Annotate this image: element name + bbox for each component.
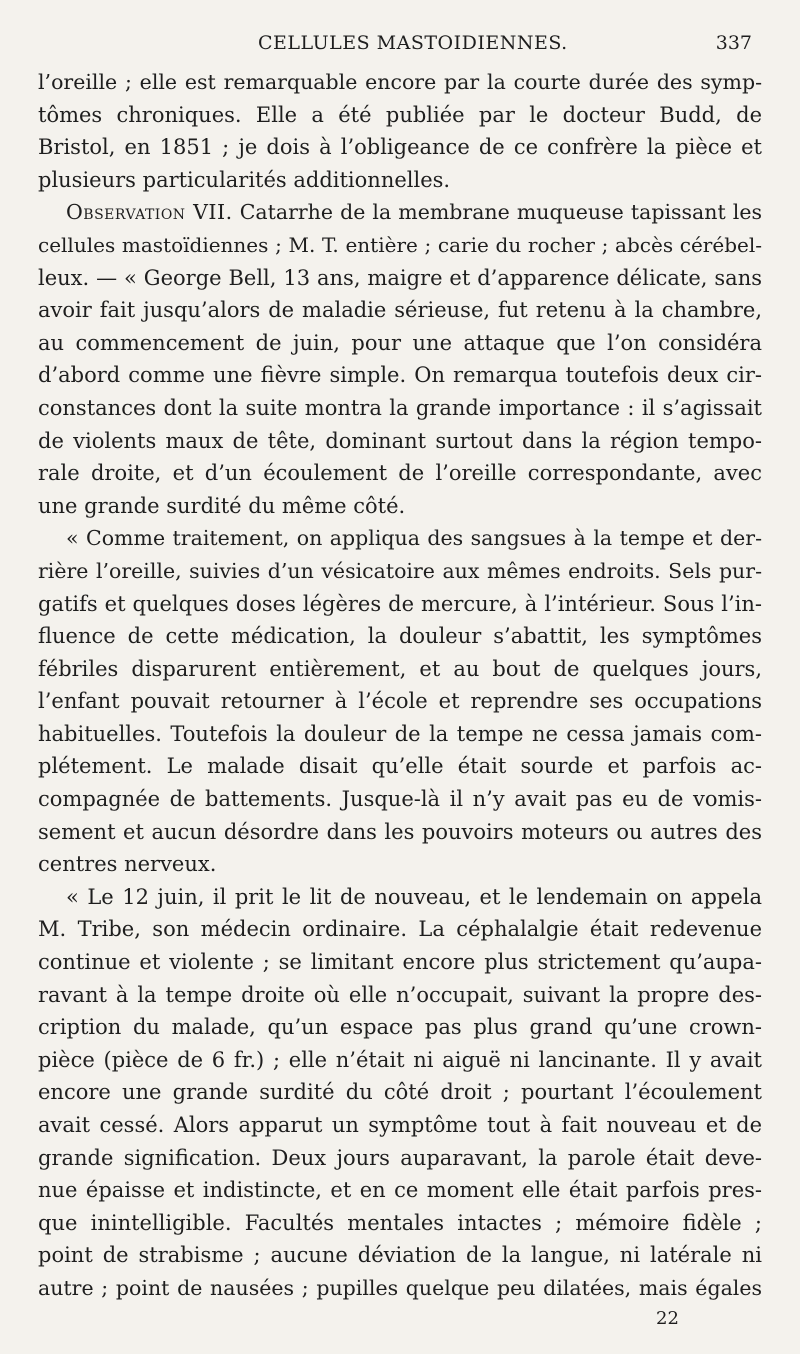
text-line: « Le 12 juin, il prit le lit de nouveau, et le lendemain on appela [66,884,762,909]
text-line: autre ; point de nausées ; pupilles quelque peu dilatées, mais égales [38,1275,762,1300]
paragraph-observation [38,196,762,522]
text-line: encore une grande surdité du côté droit ; pourtant l’écoulement [38,1080,762,1105]
text-line: cellules mastoïdiennes ; M. T. entière ; carie du rocher ; abcès cérébel- [38,232,762,257]
text-line: de violents maux de tête, dominant surtout dans la région tempo- [38,428,762,453]
paragraph [38,66,762,196]
text-line: rière l’oreille, suivies d’un vésicatoire aux mêmes endroits. Sels pur- [38,558,762,583]
text-line: constances dont la suite montra la grande importance : il s’agissait [38,395,762,420]
text-line: leux. — « George Bell, 13 ans, maigre et d’apparence délicate, sans [38,265,762,290]
text-line: habituelles. Toutefois la douleur de la tempe ne cessa jamais com- [38,721,762,746]
text-line: tômes chroniques. Elle a été publiée par le docteur Budd, de [38,102,762,127]
text-line: plétement. Le malade disait qu’elle était sourde et parfois ac- [38,754,762,779]
text-line: grande signification. Deux jours auparavant, la parole était deve- [38,1145,762,1170]
text-line: fébriles disparurent entièrement, et au bout de quelques jours, [38,656,762,681]
body-text [38,66,762,1305]
text-line: au commencement de juin, pour une attaque que l’on considéra [38,330,762,355]
text-line: M. Tribe, son médecin ordinaire. La céphalalgie était redevenue [38,917,762,942]
running-head [0,30,800,60]
running-title: CELLULES MASTOIDIENNES. [258,32,568,54]
text-line: avoir fait jusqu’alors de maladie sérieuse, fut retenu à la chambre, [38,298,762,323]
paragraph [38,522,762,881]
paragraph [38,881,762,1305]
text-line: avait cessé. Alors apparut un symptôme tout à fait nouveau et de [38,1113,762,1137]
observation-title-start: Catarrhe de la membrane muqueuse tapissant les [232,200,762,225]
text-line: une grande surdité du même côté. [38,493,406,518]
text-line: l’enfant pouvait retourner à l’école et reprendre ses occupations [38,689,762,714]
text-line: rale droite, et d’un écoulement de l’oreille correspondante, avec [38,461,762,486]
text-line: point de strabisme ; aucune déviation de la langue, ni latérale ni [38,1243,762,1268]
text-line: gatifs et quelques doses légères de mercure, à l’intérieur. Sous l’in- [38,591,762,616]
text-line: fluence de cette médication, la douleur s’abattit, les symptômes [38,624,762,649]
text-line: pièce (pièce de 6 fr.) ; elle n’était ni aiguë ni lancinante. Il y avait [38,1047,762,1072]
text-line: sement et aucun désordre dans les pouvoirs moteurs ou autres des [38,819,762,844]
observation-label: Observation VII. [66,200,233,225]
text-line: continue et violente ; se limitant encore plus strictement qu’aupa- [38,950,762,975]
text-line: que inintelligible. Facultés mentales intactes ; mémoire fidèle ; [38,1210,762,1235]
text-line: nue épaisse et indistincte, et en ce moment elle était parfois pres- [38,1178,762,1203]
text-line: l’oreille ; elle est remarquable encore par la courte durée des symp- [38,70,762,94]
text-line: ravant à la tempe droite où elle n’occupait, suivant la propre des- [38,982,762,1007]
text-line: cription du malade, qu’un espace pas plus grand qu’une crown- [38,1015,762,1040]
observation-heading-line [38,196,762,229]
signature-mark: 22 [656,1308,679,1329]
page-number: 337 [715,32,752,54]
text-line: « Comme traitement, on appliqua des sangsues à la tempe et der- [66,526,762,551]
text-line: centres nerveux. [38,852,217,877]
text-line: compagnée de battements. Jusque-là il n’y avait pas eu de vomis- [38,787,762,812]
text-line: Bristol, en 1851 ; je dois à l’obligeance de ce confrère la pièce et [38,135,762,160]
text-line: d’abord comme une fièvre simple. On remarqua toutefois deux cir- [38,363,762,388]
text-line: plusieurs particularités additionnelles. [38,167,451,192]
